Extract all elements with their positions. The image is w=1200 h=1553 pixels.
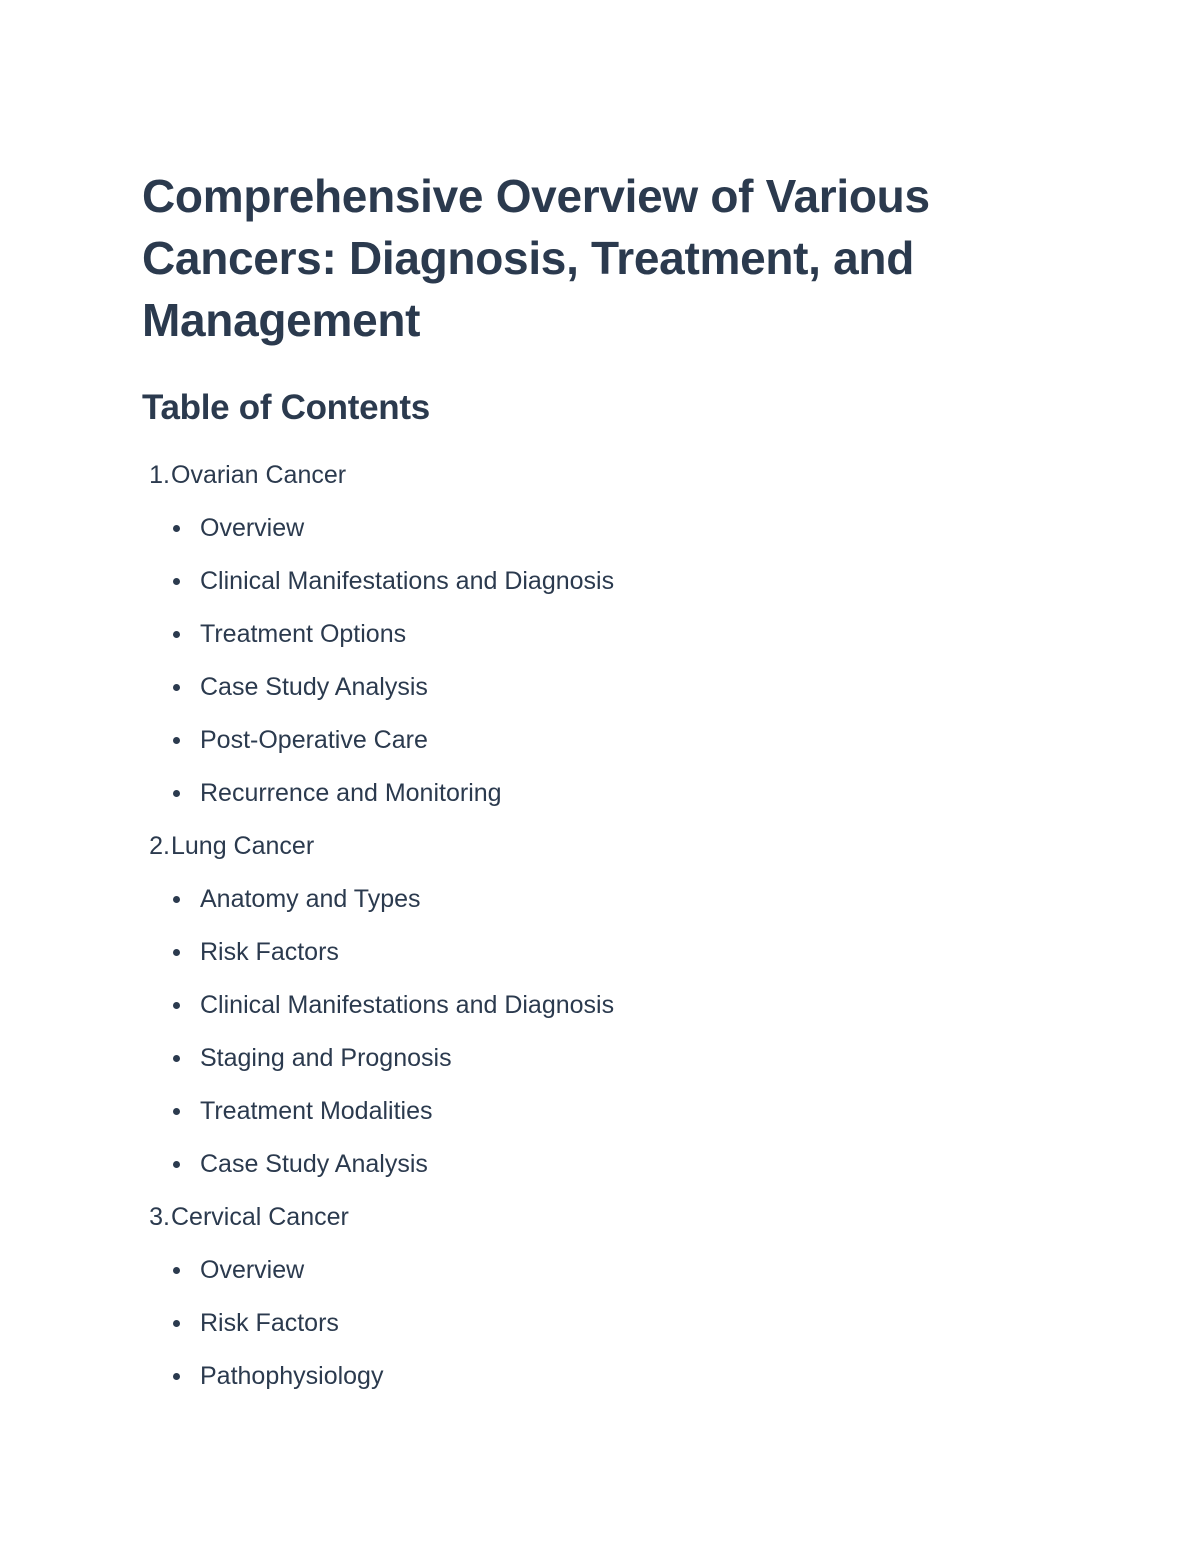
bullet-icon: [173, 737, 180, 744]
toc-section-lung-cancer: [142, 820, 1042, 1191]
bullet-icon: [173, 525, 180, 532]
toc-section-cervical-cancer: [142, 1191, 1042, 1403]
subsection-list: [142, 502, 1042, 820]
document-page: [142, 165, 1042, 1403]
toc-subsection-item: [142, 661, 1042, 714]
table-of-contents: [142, 449, 1042, 1403]
toc-subsection-item: [142, 1297, 1042, 1350]
subsection-label: Post-Operative Care: [200, 726, 428, 754]
section-number: 1.: [149, 461, 170, 489]
subsection-label: Treatment Options: [200, 620, 407, 648]
bullet-icon: [173, 1373, 180, 1380]
bullet-icon: [173, 1055, 180, 1062]
subsection-label: Case Study Analysis: [200, 1150, 428, 1178]
section-number: 2.: [149, 832, 170, 860]
subsection-label: Anatomy and Types: [200, 885, 421, 913]
subsection-label: Recurrence and Monitoring: [200, 779, 502, 807]
section-title: Cervical Cancer: [171, 1203, 349, 1231]
subsection-label: Pathophysiology: [200, 1362, 384, 1390]
bullet-icon: [173, 578, 180, 585]
toc-subsection-item: [142, 555, 1042, 608]
bullet-icon: [173, 896, 180, 903]
toc-subsection-item: [142, 979, 1042, 1032]
document-title: Comprehensive Overview of Various Cancers: Diagnosis, Treatment, and Management: [142, 170, 930, 346]
subsection-label: Treatment Modalities: [200, 1097, 433, 1125]
toc-subsection-item: [142, 1138, 1042, 1191]
subsection-label: Clinical Manifestations and Diagnosis: [200, 567, 615, 595]
toc-subsection-item: [142, 873, 1042, 926]
section-title: Lung Cancer: [171, 832, 315, 860]
bullet-icon: [173, 631, 180, 638]
bullet-icon: [173, 949, 180, 956]
toc-subsection-item: [142, 1032, 1042, 1085]
subsection-label: Overview: [200, 1256, 305, 1284]
subsection-list: [142, 1244, 1042, 1403]
bullet-icon: [173, 1161, 180, 1168]
bullet-icon: [173, 1320, 180, 1327]
toc-subsection-item: [142, 1244, 1042, 1297]
toc-subsection-item: [142, 926, 1042, 979]
section-title: Ovarian Cancer: [171, 461, 347, 489]
bullet-icon: [173, 1002, 180, 1009]
bullet-icon: [173, 684, 180, 691]
bullet-icon: [173, 1108, 180, 1115]
subsection-label: Staging and Prognosis: [200, 1044, 452, 1072]
subsection-list: [142, 873, 1042, 1191]
toc-section-ovarian-cancer: [142, 449, 1042, 820]
toc-subsection-item: [142, 502, 1042, 555]
bullet-icon: [173, 1267, 180, 1274]
toc-subsection-item: [142, 1350, 1042, 1403]
subsection-label: Risk Factors: [200, 938, 339, 966]
toc-heading: Table of Contents: [142, 388, 430, 427]
subsection-label: Case Study Analysis: [200, 673, 428, 701]
subsection-label: Overview: [200, 514, 305, 542]
subsection-label: Clinical Manifestations and Diagnosis: [200, 991, 615, 1019]
toc-subsection-item: [142, 1085, 1042, 1138]
toc-subsection-item: [142, 767, 1042, 820]
toc-subsection-item: [142, 714, 1042, 767]
subsection-label: Risk Factors: [200, 1309, 339, 1337]
toc-subsection-item: [142, 608, 1042, 661]
section-number: 3.: [149, 1203, 170, 1231]
bullet-icon: [173, 790, 180, 797]
